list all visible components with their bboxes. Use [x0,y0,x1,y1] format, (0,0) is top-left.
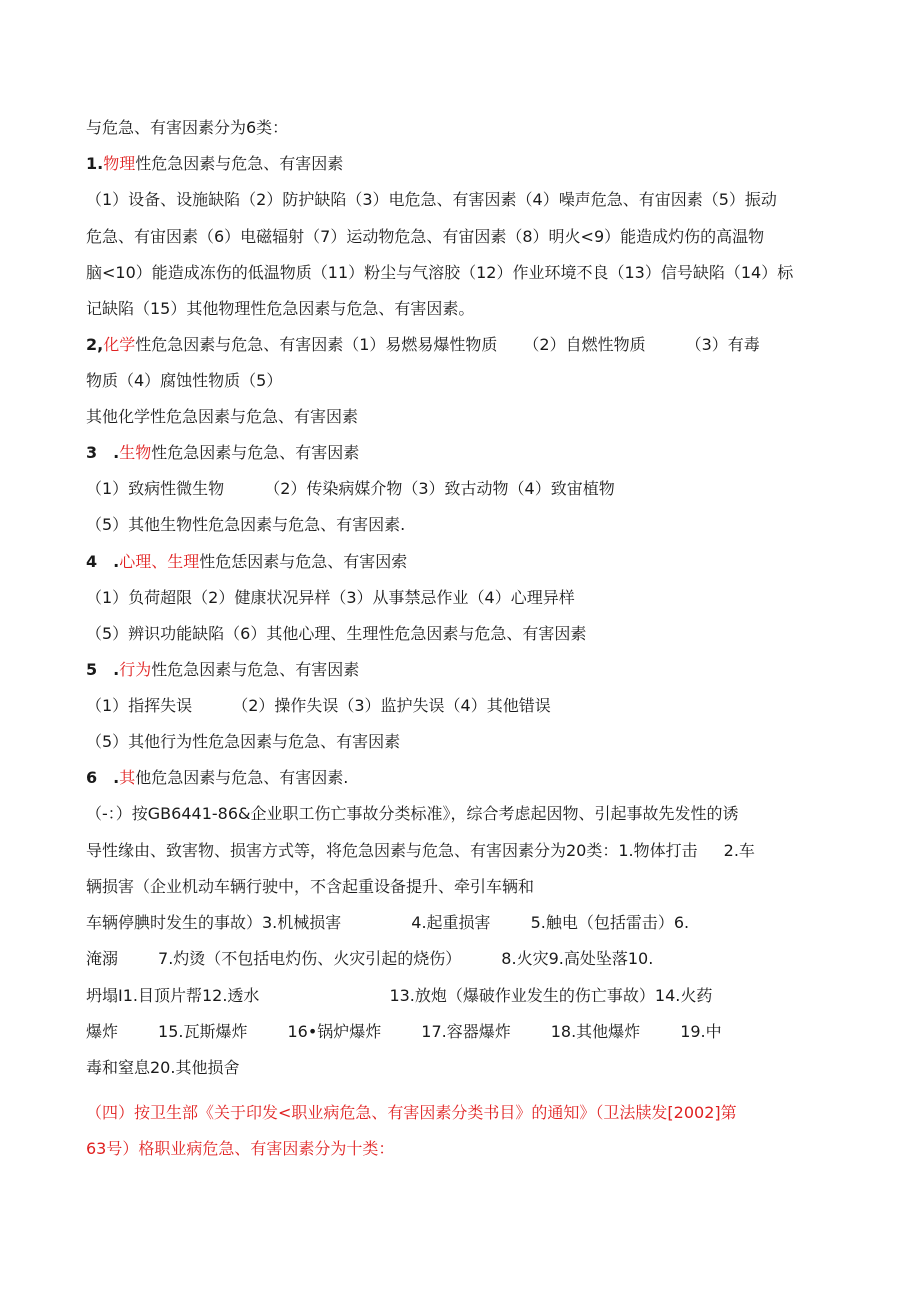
category-highlight: 化学 [103,335,136,354]
body-text: （1）致病性微生物 [86,479,225,498]
body-text: 19.中 [680,1022,722,1041]
category-3-line-2 [86,514,405,536]
category-1-heading [86,153,343,175]
category-title: 性危恁因素与危急、有害因索 [199,552,408,571]
body-text: （5）辨识功能缺陷（6）其他心理、生理性危急因素与危急、有害因素 [86,624,587,643]
category-5-line-1 [86,695,551,717]
category-5-heading [86,659,359,681]
section-3-line-4 [86,912,689,934]
body-text: 危急、有宙因素（6）电磁辐射（7）运动物危急、有宙因素（8）明火<9）能造成灼伤的高温物 [86,227,765,246]
category-4-line-1 [86,587,575,609]
body-text: 17.容器爆炸 [421,1022,511,1041]
category-4-line-2 [86,623,586,645]
section-3-line-7 [86,1021,722,1043]
section-4-line-2 [86,1138,394,1160]
body-text: 5.触电（包括雷击）6. [530,913,690,932]
section-3-line-8 [86,1057,239,1079]
body-text: （四）按卫生部《关于印发<职业病危急、有害因素分类书目》的通知》（卫法牍发[2002]第 [86,1103,737,1122]
body-text: 4.起重损害 [411,913,491,932]
category-1-line-3 [86,262,793,284]
body-text: （5）其他行为性危急因素与危急、有害因素 [86,732,401,751]
category-2-heading [86,334,760,356]
intro-text: 与危急、有害因素分为6类： [86,118,289,137]
body-text: （5）其他生物性危急因素与危急、有害因素. [86,515,406,534]
body-text: 坍塌I1.目顶片帮12.透水 [86,986,260,1005]
body-text: 8.火灾9.高处坠落10. [501,949,654,968]
category-title: 性危急因素与危急、有害因素 [135,154,344,173]
body-text: 淹溺 [86,949,119,968]
intro-line [86,117,288,139]
body-text: 15.瓦斯爆炸 [158,1022,248,1041]
body-text: 辆损害（企业机动车辆行驶中，不含起重设备提升、牵引车辆和 [86,877,535,896]
category-highlight: 生物 [119,443,152,462]
category-highlight: 物理 [103,154,136,173]
body-text: （1）负荷超限（2）健康状况异样（3）从事禁忌作业（4）心理异样 [86,588,575,607]
category-title: 他危急因素与危急、有害因素. [135,768,349,787]
body-text: 其他化学性危急因素与危急、有害因素 [86,407,359,426]
section-3-line-2 [86,840,755,862]
section-3-line-6 [86,985,712,1007]
category-title: 性危急因素与危急、有害因素（1）易燃易爆性物质 [135,335,498,354]
category-2-line-2 [86,370,282,392]
body-text: 18.其他爆炸 [550,1022,641,1041]
body-text: 记缺陷（15）其他物理性危急因素与危急、有害因素。 [86,299,475,318]
body-text: 脑<10）能造成冻伤的低温物质（11）粉尘与气溶胶（12）作业环境不良（13）信号缺陷（14）标 [86,263,794,282]
body-text: 车辆停腆时发生的事故）3.机械损害 [86,913,342,932]
category-1-line-1 [86,189,777,211]
category-3-line-1 [86,478,615,500]
category-2-line-3 [86,406,358,428]
section-3-line-3 [86,876,534,898]
body-text: 导性缘由、致害物、损害方式等，将危急因素与危急、有害因素分为20类：1.物体打击 [86,841,698,860]
section-3-line-1 [86,803,738,825]
section-3-line-5 [86,948,653,970]
body-text: （2）操作失误（3）监护失误（4）其他错误 [232,696,551,715]
body-text: （-：）按GB6441-86&企业职工伤亡事故分类标准》，综合考虑起因物、引起事故先发性的诱 [86,804,739,823]
body-text: 2.车 [723,841,755,860]
body-text: （2）传染病媒介物（3）致古动物（4）致宙植物 [264,479,615,498]
body-text: （1）设备、设施缺陷（2）防护缺陷（3）电危急、有害因素（4）噪声危急、有宙因素（5）振动 [86,190,777,209]
category-highlight: 其 [119,768,136,787]
category-3-heading [86,442,359,464]
section-4-line-1 [86,1102,737,1124]
category-title: 性危急因素与危急、有害因素 [151,443,360,462]
category-number: 2, [86,335,104,354]
body-text: 13.放炮（爆破作业发生的伤亡事故）14.火药 [389,986,713,1005]
body-text: 毒和窒息20.其他损舍 [86,1058,240,1077]
category-6-heading [86,767,348,789]
body-text: 16•锅炉爆炸 [287,1022,382,1041]
category-number: 3 . [86,443,120,462]
category-number: 6 . [86,768,120,787]
category-1-line-2 [86,226,764,248]
category-4-heading [86,551,407,573]
body-text: （1）指挥失误 [86,696,193,715]
category-number: 5 . [86,660,120,679]
body-text: 63号）格职业病危急、有害因素分为十类： [86,1139,395,1158]
body-text: （3）有毒 [685,335,760,354]
body-text: 物质（4）腐蚀性物质（5） [86,371,283,390]
category-title: 性危急因素与危急、有害因素 [151,660,360,679]
category-5-line-2 [86,731,400,753]
category-1-line-4 [86,298,474,320]
category-number: 1. [86,154,104,173]
category-highlight: 心理、生理 [119,552,200,571]
category-highlight: 行为 [119,660,152,679]
body-text: 7.灼烫（不包括电灼伤、火灾引起的烧伤） [158,949,462,968]
category-number: 4 . [86,552,120,571]
body-text: 爆炸 [86,1022,119,1041]
body-text: （2）自燃性物质 [523,335,646,354]
